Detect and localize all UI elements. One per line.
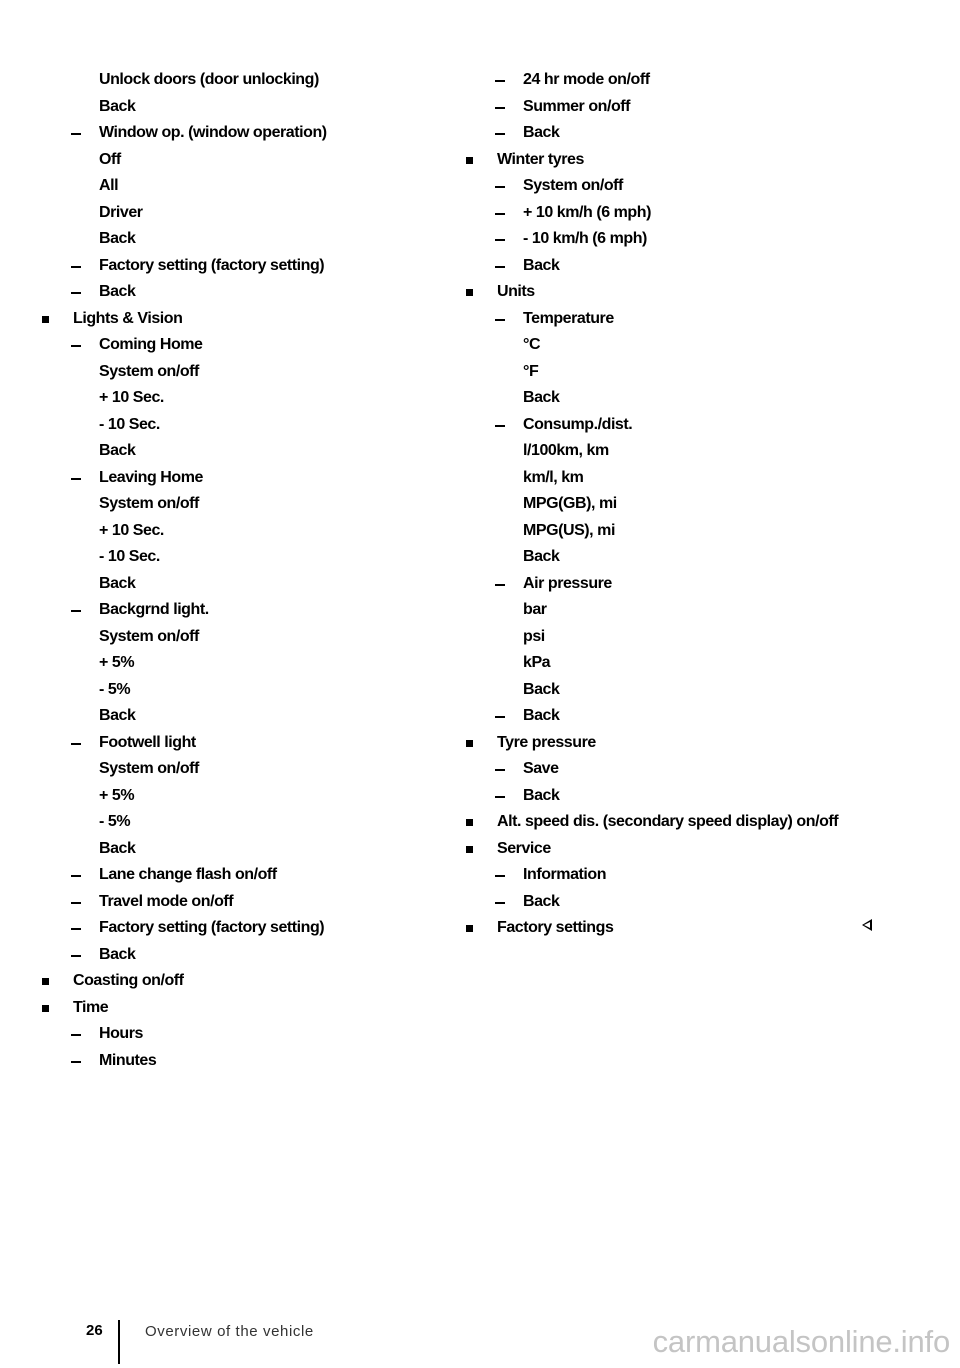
submenu-option: [40, 624, 460, 651]
right-column: [464, 67, 924, 942]
submenu-item: [464, 571, 924, 598]
item-label: System on/off: [99, 627, 199, 645]
submenu-item: [464, 120, 924, 147]
submenu-option: [40, 756, 460, 783]
end-of-section-triangle-icon: [862, 919, 872, 931]
item-label: Backgrnd light.: [99, 601, 209, 618]
submenu-option: [464, 332, 924, 359]
item-label: - 5%: [99, 813, 131, 830]
submenu-option: [40, 703, 460, 730]
submenu-item: [40, 862, 460, 889]
submenu-option: [464, 650, 924, 677]
item-label: Back: [523, 680, 560, 698]
item-label: Alt. speed dis. (secondary speed display) on/off: [497, 813, 839, 830]
item-label: Back: [523, 256, 560, 274]
item-label: Footwell light: [99, 733, 196, 751]
item-label: System on/off: [523, 177, 623, 194]
submenu-option: [464, 465, 924, 492]
item-label: Back: [99, 839, 136, 857]
watermark: carmanualsonline.info: [652, 1324, 950, 1359]
item-label: Units: [497, 283, 535, 300]
item-label: °F: [523, 362, 539, 380]
submenu-item: [464, 67, 924, 94]
submenu-item: [464, 412, 924, 439]
submenu-item: [40, 1021, 460, 1048]
submenu-option: [464, 385, 924, 412]
menu-item: [464, 730, 924, 757]
submenu-item: [40, 279, 460, 306]
menu-item: [464, 809, 924, 836]
item-label: l/100km, km: [523, 442, 609, 459]
submenu-option: [464, 359, 924, 386]
item-label: Winter tyres: [497, 150, 584, 168]
item-label: + 10 km/h (6 mph): [523, 203, 651, 221]
item-label: + 10 Sec.: [99, 389, 164, 406]
submenu-option: [40, 836, 460, 863]
item-label: psi: [523, 627, 545, 645]
item-label: Unlock doors (door unlocking): [99, 71, 319, 88]
page-number: 26: [86, 1322, 103, 1339]
submenu-item: [40, 1048, 460, 1075]
item-label: - 5%: [99, 680, 131, 698]
submenu-option: [40, 94, 460, 121]
item-label: Back: [523, 786, 560, 804]
item-label: Travel mode on/off: [99, 892, 234, 910]
item-label: Lights & Vision: [73, 309, 183, 327]
item-label: Tyre pressure: [497, 733, 596, 751]
item-label: Window op. (window operation): [99, 124, 327, 141]
submenu-option: [40, 438, 460, 465]
item-label: °C: [523, 336, 541, 353]
submenu-option: [40, 412, 460, 439]
submenu-option: [40, 783, 460, 810]
item-label: Factory settings: [497, 919, 614, 936]
footer-divider: [118, 1320, 120, 1364]
submenu-option: [40, 491, 460, 518]
item-label: Save: [523, 760, 559, 777]
item-label: 24 hr mode on/off: [523, 71, 650, 88]
item-label: Factory setting (factory setting): [99, 256, 325, 274]
item-label: Back: [99, 230, 136, 247]
item-label: Summer on/off: [523, 97, 631, 115]
item-label: Factory setting (factory setting): [99, 919, 325, 936]
item-label: - 10 Sec.: [99, 548, 160, 565]
submenu-option: [40, 809, 460, 836]
submenu-item: [464, 889, 924, 916]
left-column: [40, 67, 460, 1074]
submenu-item: [40, 253, 460, 280]
item-label: All: [99, 177, 119, 194]
item-label: Service: [497, 839, 551, 857]
item-label: Back: [99, 707, 136, 724]
submenu-option: [464, 677, 924, 704]
item-label: Hours: [99, 1025, 143, 1042]
submenu-option: [40, 571, 460, 598]
menu-item: [464, 915, 924, 942]
item-label: Air pressure: [523, 574, 612, 592]
menu-item: [464, 836, 924, 863]
item-label: Driver: [99, 203, 143, 221]
item-label: + 10 Sec.: [99, 521, 164, 539]
item-label: bar: [523, 601, 547, 618]
submenu-item: [464, 703, 924, 730]
item-label: System on/off: [99, 362, 199, 380]
item-label: Back: [99, 97, 136, 115]
item-label: kPa: [523, 654, 551, 671]
submenu-option: [464, 518, 924, 545]
submenu-option: [464, 597, 924, 624]
submenu-option: [40, 518, 460, 545]
submenu-option: [40, 173, 460, 200]
submenu-item: [464, 200, 924, 227]
submenu-item: [40, 332, 460, 359]
item-label: MPG(GB), mi: [523, 495, 617, 512]
item-label: Back: [99, 283, 136, 300]
submenu-item: [40, 730, 460, 757]
item-label: MPG(US), mi: [523, 521, 615, 539]
item-label: Temperature: [523, 309, 614, 327]
item-label: Back: [523, 389, 560, 406]
item-label: System on/off: [99, 495, 199, 512]
submenu-option: [40, 200, 460, 227]
submenu-item: [464, 173, 924, 200]
item-label: Back: [523, 124, 560, 141]
submenu-option: [40, 650, 460, 677]
submenu-item: [40, 915, 460, 942]
submenu-item: [464, 756, 924, 783]
submenu-item: [40, 889, 460, 916]
item-label: Off: [99, 150, 121, 168]
submenu-item: [464, 862, 924, 889]
submenu-item: [464, 306, 924, 333]
submenu-option: [464, 438, 924, 465]
item-label: Coasting on/off: [73, 972, 184, 989]
item-label: + 5%: [99, 786, 135, 804]
submenu-item: [464, 783, 924, 810]
item-label: Back: [99, 442, 136, 459]
item-label: Information: [523, 866, 607, 883]
submenu-item: [464, 226, 924, 253]
submenu-item: [464, 94, 924, 121]
item-label: - 10 km/h (6 mph): [523, 230, 647, 247]
item-label: Back: [523, 892, 560, 910]
submenu-item: [40, 465, 460, 492]
item-label: Lane change flash on/off: [99, 866, 277, 883]
submenu-item: [464, 253, 924, 280]
submenu-option: [464, 624, 924, 651]
item-label: Consump./dist.: [523, 415, 633, 433]
submenu-item: [40, 942, 460, 969]
submenu-option: [40, 385, 460, 412]
submenu-option: [40, 677, 460, 704]
menu-item: [40, 968, 460, 995]
item-label: Time: [73, 998, 109, 1016]
footer-section-title: Overview of the vehicle: [145, 1323, 314, 1340]
submenu-option: [40, 67, 460, 94]
submenu-option: [40, 544, 460, 571]
item-label: + 5%: [99, 654, 135, 671]
menu-item: [40, 306, 460, 333]
item-label: Coming Home: [99, 336, 203, 353]
menu-item: [464, 279, 924, 306]
item-label: Back: [99, 574, 136, 592]
item-label: Back: [523, 548, 560, 565]
item-label: Leaving Home: [99, 468, 203, 486]
submenu-option: [464, 544, 924, 571]
submenu-option: [464, 491, 924, 518]
item-label: Back: [523, 707, 560, 724]
item-label: System on/off: [99, 760, 199, 777]
submenu-option: [40, 147, 460, 174]
menu-item: [40, 995, 460, 1022]
submenu-item: [40, 120, 460, 147]
menu-item: [464, 147, 924, 174]
item-label: Back: [99, 945, 136, 963]
submenu-option: [40, 226, 460, 253]
item-label: km/l, km: [523, 468, 584, 486]
submenu-option: [40, 359, 460, 386]
item-label: - 10 Sec.: [99, 415, 160, 433]
submenu-item: [40, 597, 460, 624]
item-label: Minutes: [99, 1051, 157, 1069]
